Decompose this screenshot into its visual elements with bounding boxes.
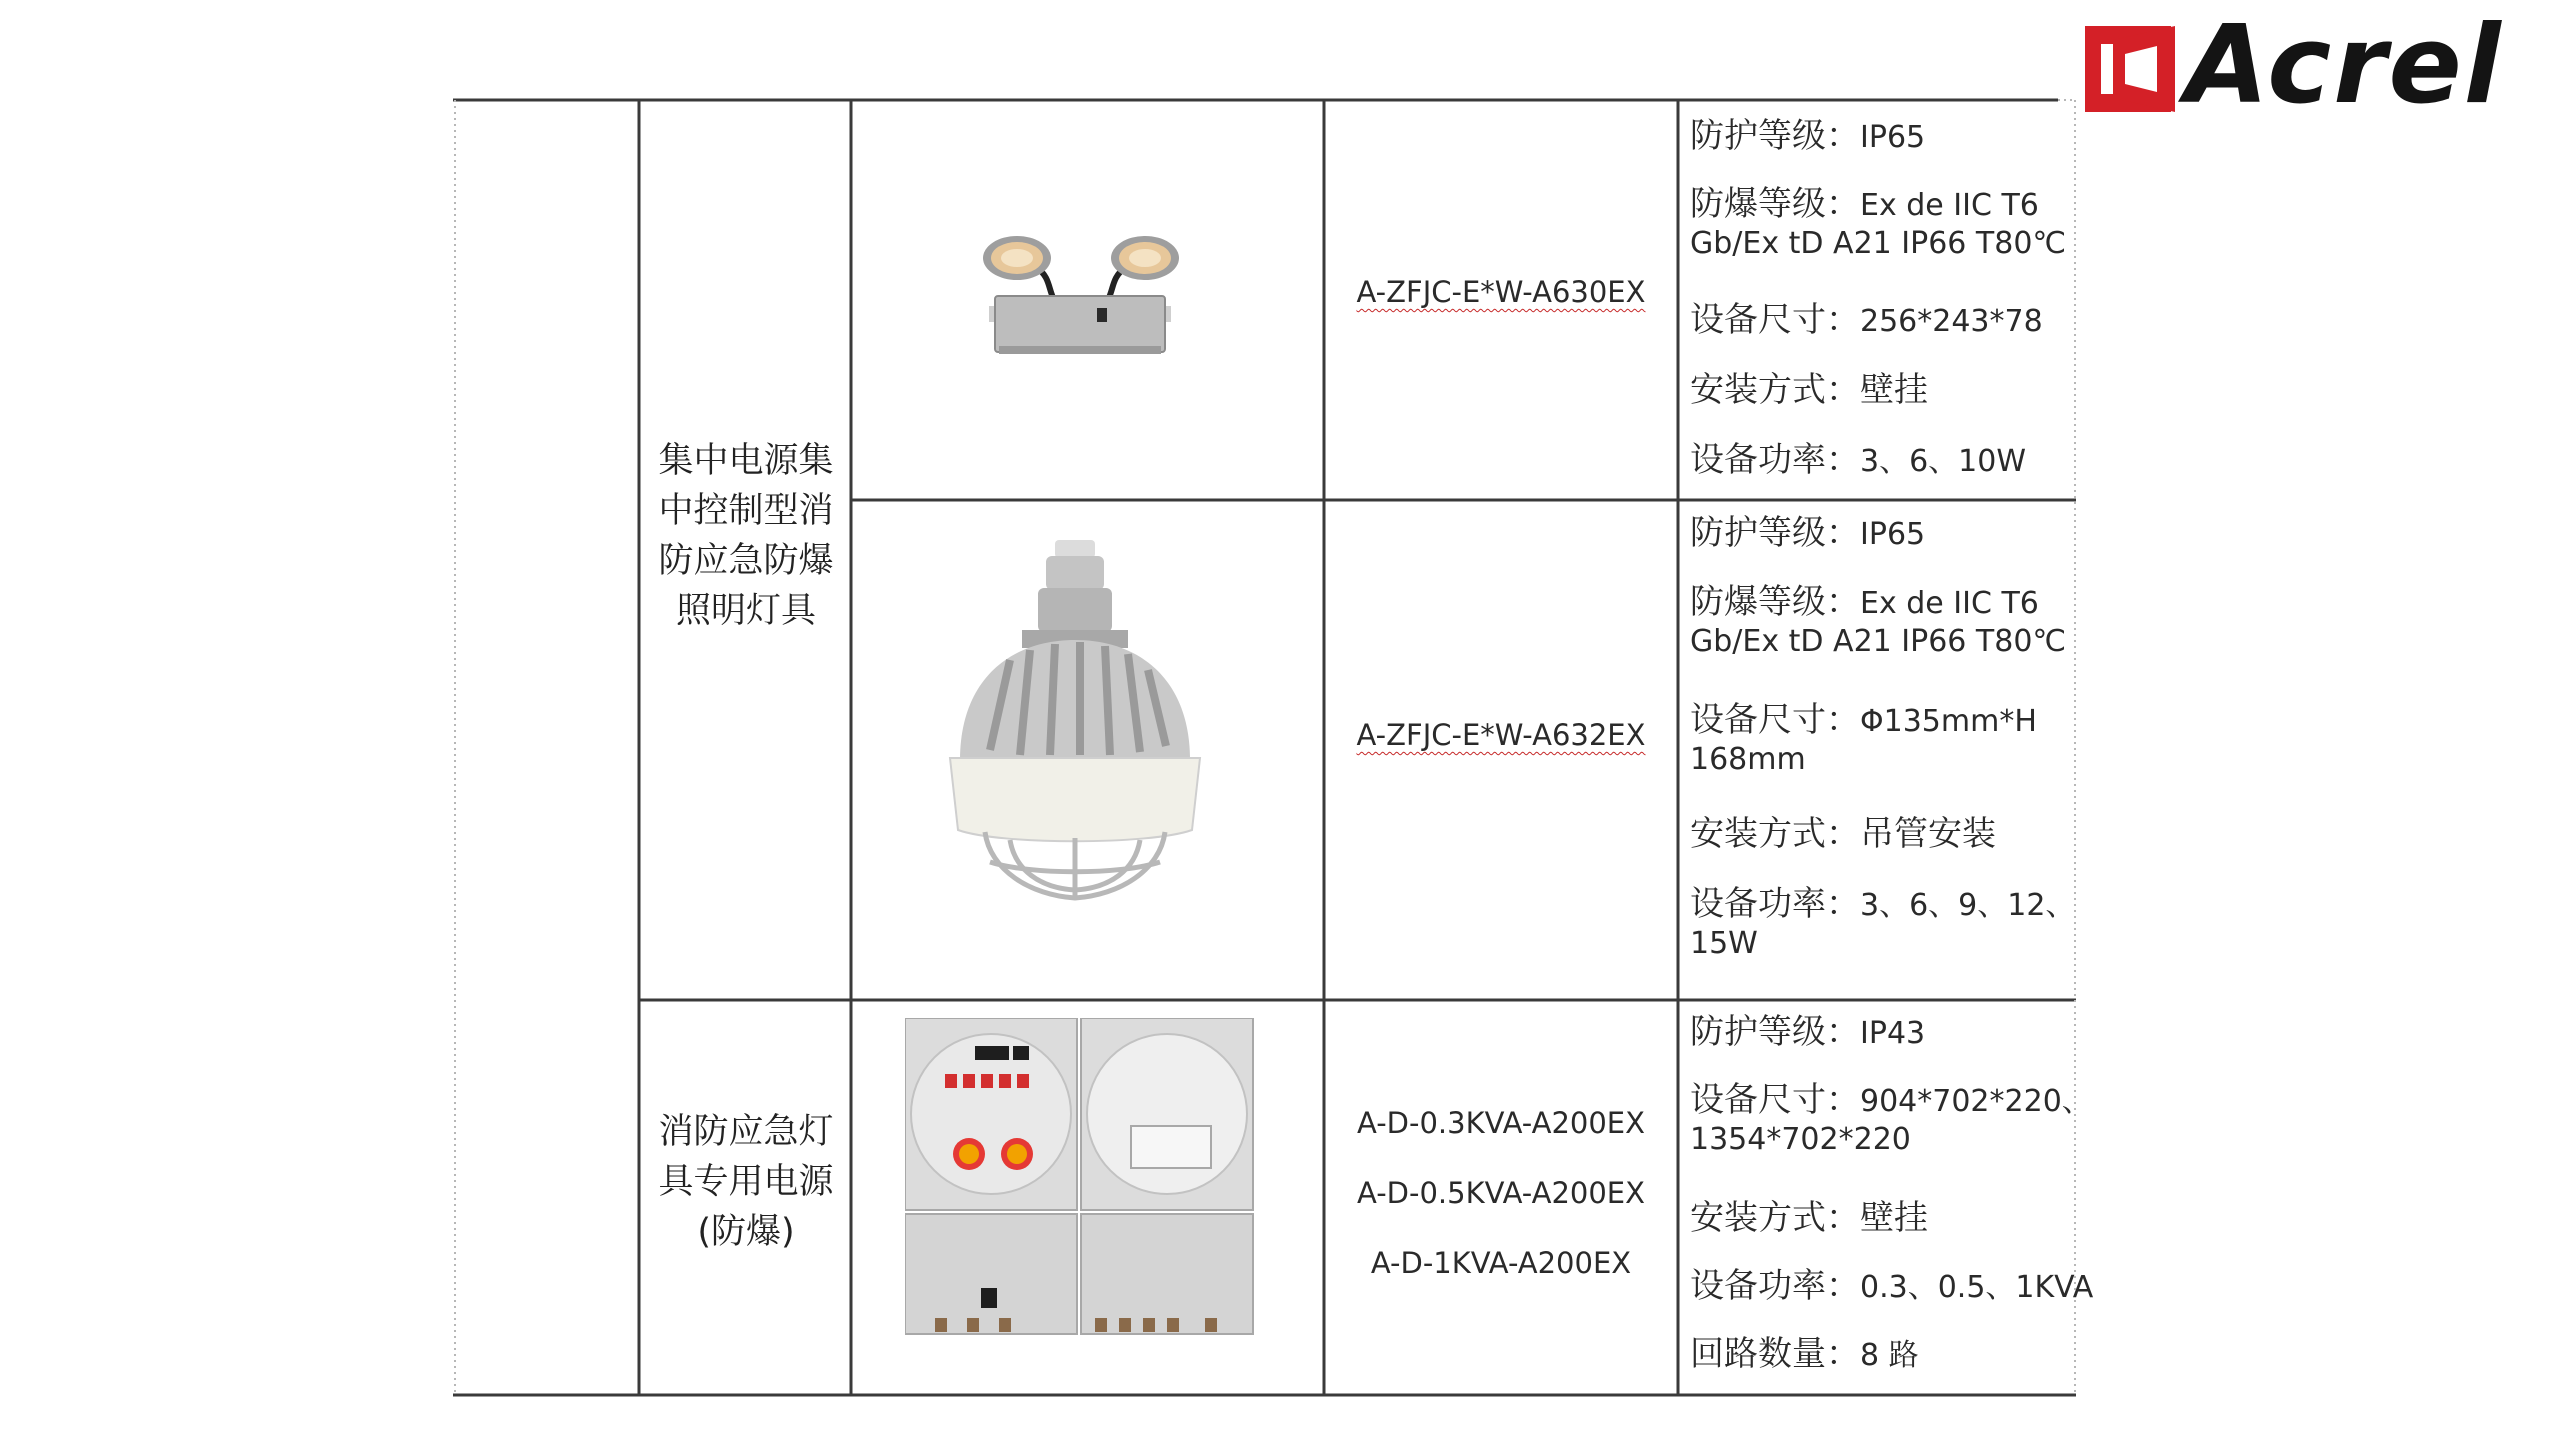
- category-line: (防爆): [697, 1212, 795, 1252]
- spec-power: [1690, 432, 2026, 481]
- spec-label: 设备功率：: [1690, 1266, 1860, 1306]
- spec-power: [1690, 1258, 2093, 1307]
- spec-dimensions-cont: [1690, 742, 1806, 777]
- spec-label: 防爆等级：: [1690, 582, 1860, 622]
- spec-value: 3、6、9、12、: [1860, 888, 2076, 923]
- spec-circuit-count: [1690, 1326, 1919, 1375]
- spec-value: Ex de IIC T6: [1860, 586, 2039, 621]
- category-label-centralized-emergency-lighting: [648, 436, 844, 636]
- spec-value: 256*243*78: [1860, 304, 2043, 339]
- spec-label: 设备尺寸：: [1690, 700, 1860, 740]
- category-line: 消防应急灯: [658, 1112, 834, 1152]
- pendant-explosion-proof-light-image: [930, 540, 1220, 920]
- model-number-a632ex: [1324, 713, 1678, 757]
- model-number: A-D-0.5KVA-A200EX: [1357, 1176, 1645, 1210]
- spec-label: 设备尺寸：: [1690, 1080, 1860, 1120]
- spec-explosion-rating-cont: [1690, 226, 2066, 261]
- twin-head-emergency-light-image: [975, 230, 1195, 360]
- model-number: A-ZFJC-E*W-A630EX: [1356, 275, 1646, 309]
- spec-value: 168mm: [1690, 742, 1806, 777]
- spec-protection-level: [1690, 1004, 1925, 1053]
- model-numbers-power-supply: [1324, 1088, 1678, 1298]
- spec-value: 15W: [1690, 926, 1758, 961]
- category-line: 中控制型消: [658, 491, 834, 531]
- model-number: A-D-1KVA-A200EX: [1370, 1246, 1632, 1280]
- category-line: 照明灯具: [675, 591, 816, 631]
- spec-label: 设备功率：: [1690, 440, 1860, 480]
- spec-label: 设备功率：: [1690, 884, 1860, 924]
- spec-protection-level: [1690, 108, 1925, 157]
- spec-value: Ex de IIC T6: [1860, 188, 2039, 223]
- spec-installation: [1690, 1190, 1928, 1239]
- spec-dimensions: [1690, 1072, 2092, 1121]
- spec-installation: [1690, 362, 1928, 411]
- spec-dimensions: [1690, 692, 2037, 741]
- model-number: A-D-0.3KVA-A200EX: [1357, 1106, 1645, 1140]
- spec-value: IP65: [1860, 120, 1926, 155]
- spec-label: 防护等级：: [1690, 1012, 1860, 1052]
- spec-value: Φ135mm*H: [1860, 704, 2037, 739]
- spec-value: IP65: [1860, 517, 1926, 552]
- spec-label: 安装方式：: [1690, 814, 1860, 854]
- spec-value: Gb/Ex tD A21 IP66 T80℃: [1690, 624, 2067, 659]
- spec-value: 8 路: [1860, 1338, 1919, 1373]
- spec-value: 0.3、0.5、1KVA: [1860, 1270, 2094, 1305]
- acrel-logo-text: Acrel: [2185, 3, 2503, 128]
- spec-label: 设备尺寸：: [1690, 300, 1860, 340]
- spec-value: 壁挂: [1860, 370, 1928, 410]
- spec-installation: [1690, 806, 1996, 855]
- category-line: 具专用电源: [658, 1162, 834, 1202]
- spec-power-cont: [1690, 926, 1758, 961]
- spec-dimensions: [1690, 292, 2043, 341]
- spec-label: 防爆等级：: [1690, 184, 1860, 224]
- spec-explosion-rating-cont: [1690, 624, 2066, 659]
- model-number: A-ZFJC-E*W-A632EX: [1356, 718, 1646, 752]
- spec-value: Gb/Ex tD A21 IP66 T80℃: [1690, 226, 2067, 261]
- spec-value: 壁挂: [1860, 1198, 1928, 1238]
- explosion-proof-power-cabinet-image: [905, 1018, 1255, 1338]
- category-label-emergency-power-supply: [648, 1107, 844, 1257]
- spec-label: 安装方式：: [1690, 1198, 1860, 1238]
- spec-value: IP43: [1860, 1016, 1926, 1051]
- category-line: 防应急防爆: [658, 541, 834, 581]
- spec-power: [1690, 876, 2075, 925]
- spec-label: 安装方式：: [1690, 370, 1860, 410]
- spec-explosion-rating: [1690, 574, 2039, 623]
- spec-label: 回路数量：: [1690, 1334, 1860, 1374]
- spec-label: 防护等级：: [1690, 513, 1860, 553]
- spec-value: 1354*702*220: [1690, 1122, 1911, 1157]
- spec-dimensions-cont: [1690, 1122, 1911, 1157]
- category-line: 集中电源集: [658, 441, 834, 481]
- spec-value: 904*702*220、: [1860, 1084, 2092, 1119]
- spec-explosion-rating: [1690, 176, 2039, 225]
- spec-value: 吊管安装: [1860, 814, 1996, 854]
- model-number-a630ex: [1324, 270, 1678, 314]
- spec-label: 防护等级：: [1690, 116, 1860, 156]
- spec-protection-level: [1690, 505, 1925, 554]
- spec-value: 3、6、10W: [1860, 444, 2027, 479]
